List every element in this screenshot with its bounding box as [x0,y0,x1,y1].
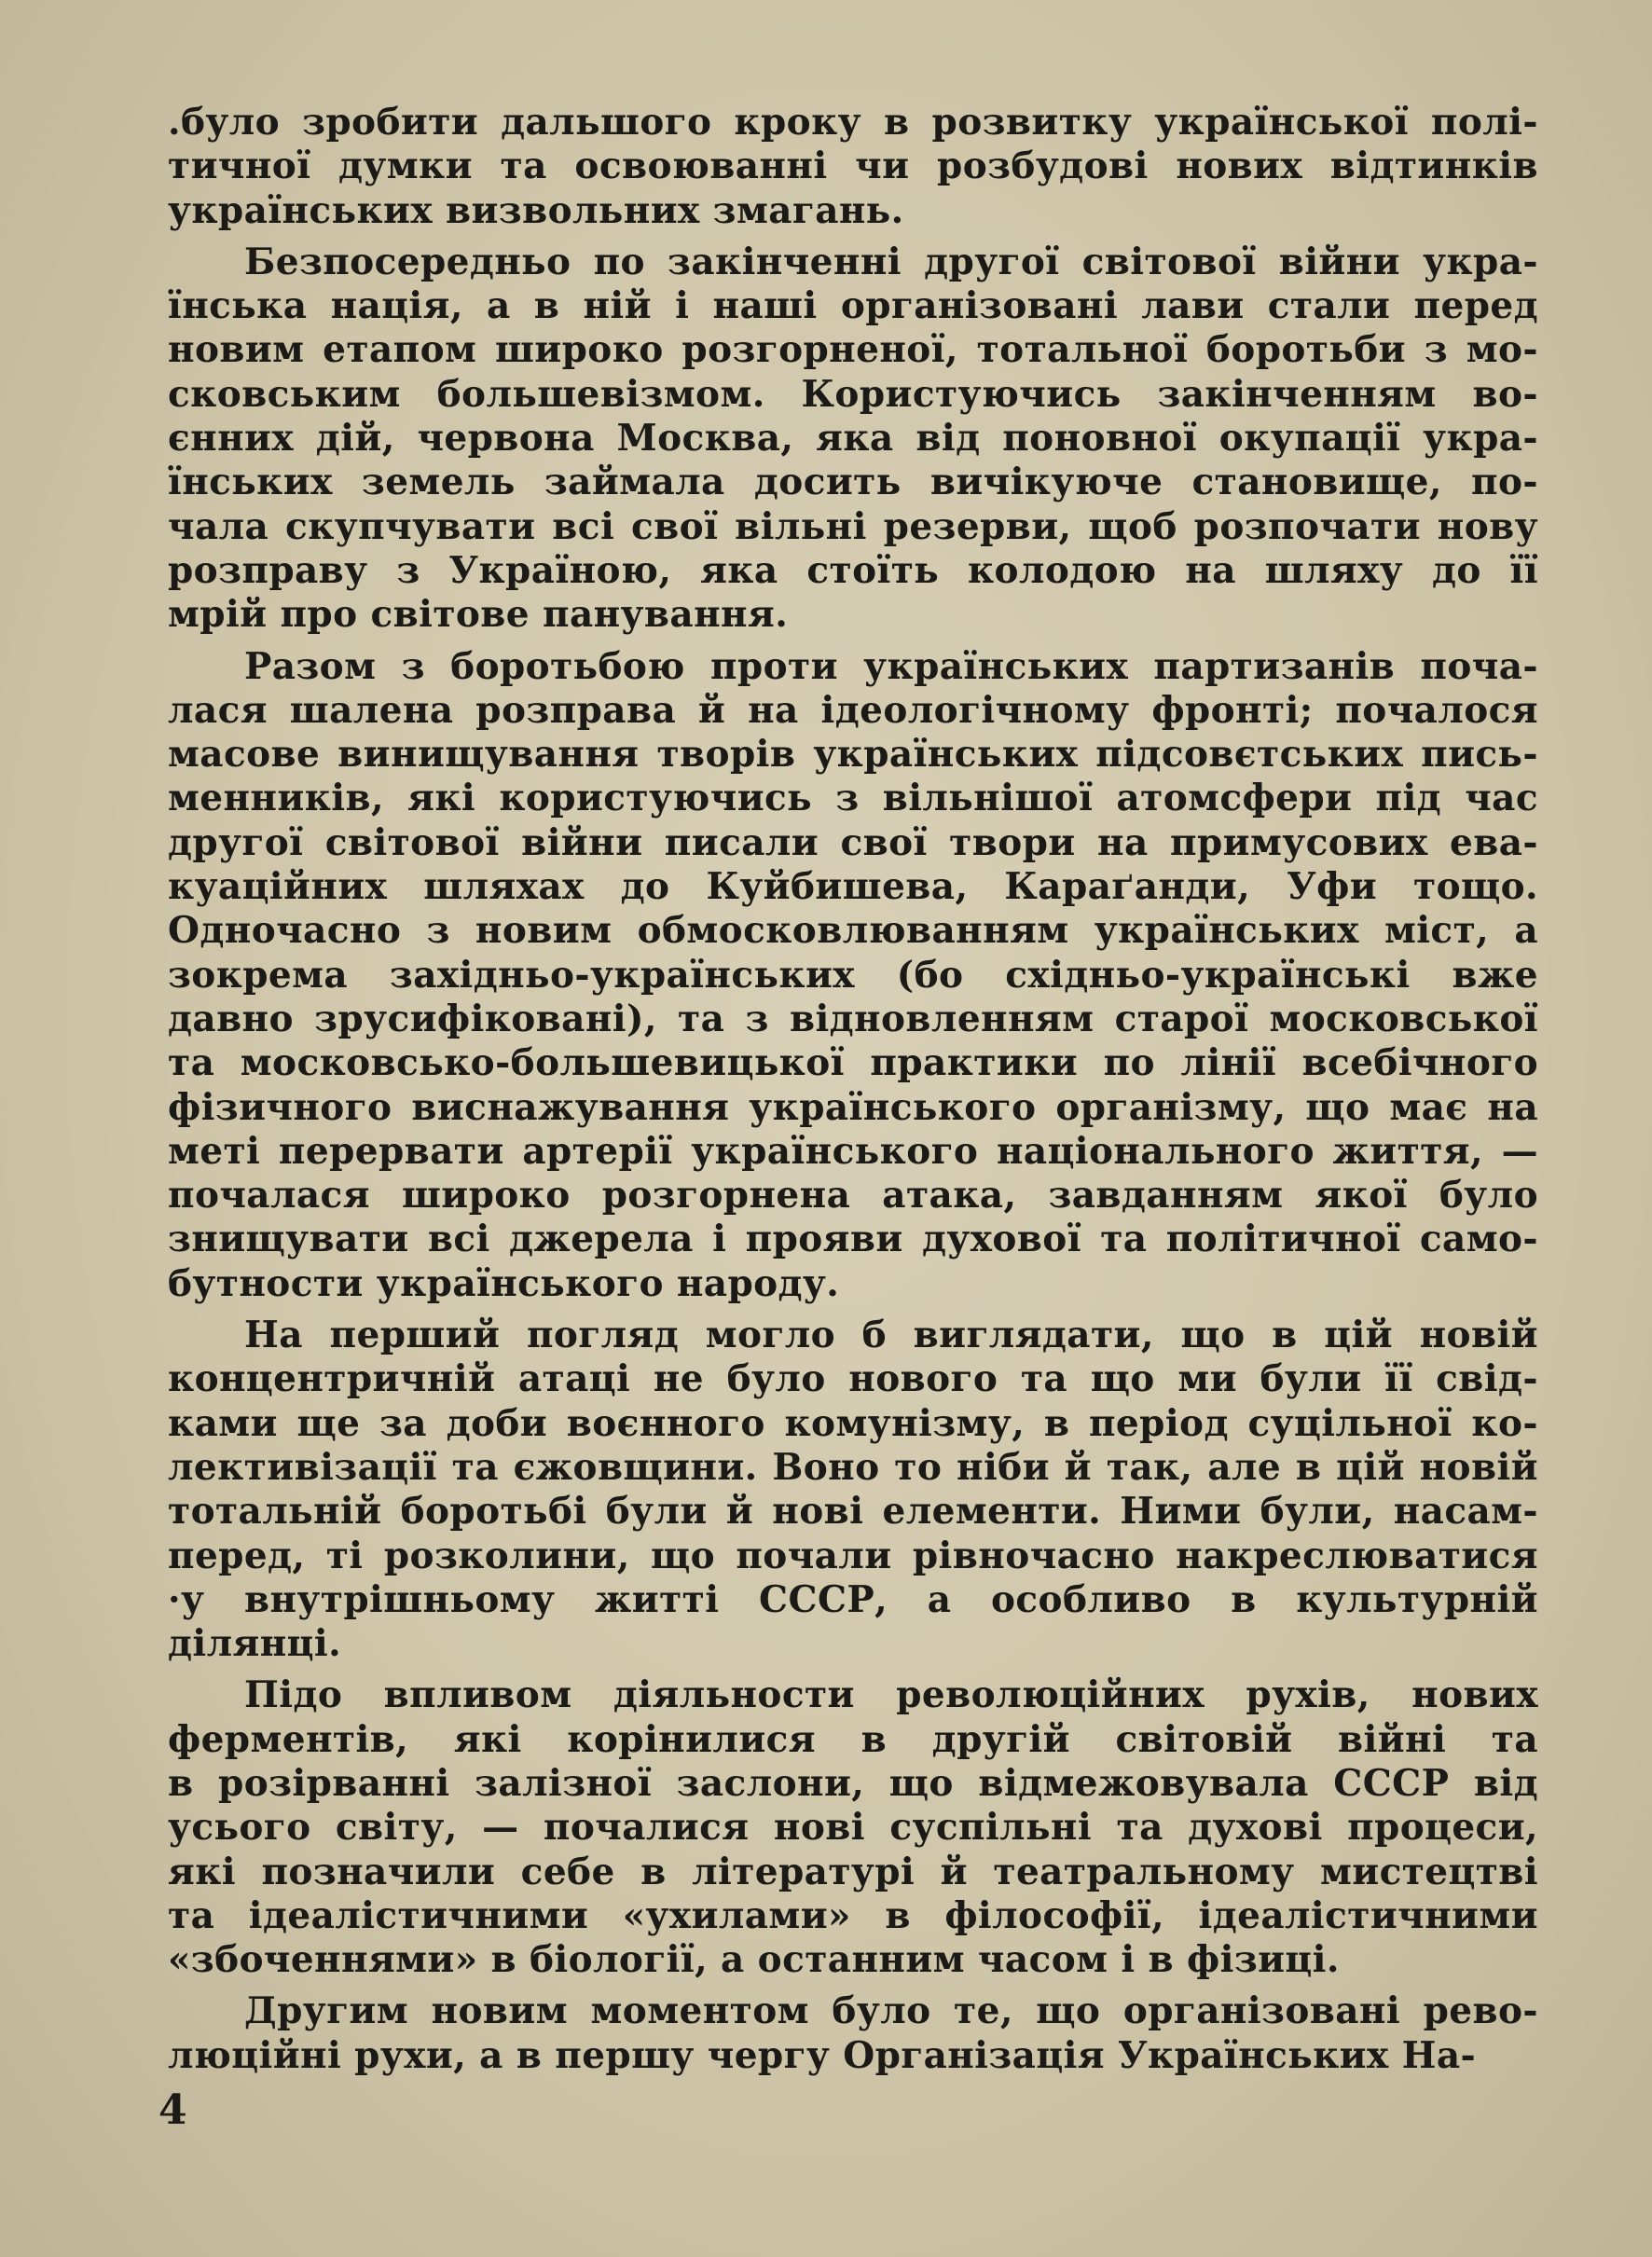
text-line: тотальній боротьбі були й нові елементи. Ними були, насам- [168,1490,1538,1534]
paragraph [168,1989,1538,2078]
text-line: сковським большевізмом. Користуючись закінченням во- [168,372,1538,416]
text-line: розправу з Україною, яка стоїть колодою на шляху до її [168,548,1538,592]
paragraph [168,645,1538,1306]
text-line: Безпосередньо по закінченні другої світової війни укра- [244,240,1538,283]
text-line: новим етапом широко розгорненої, тотальної боротьби з мо- [168,328,1538,372]
text-line: усього світу, — почалися нові суспільні та духові процеси, [168,1806,1538,1850]
paragraph [168,241,1538,638]
paragraph [168,1314,1538,1666]
text-line: давно зрусифіковані), та з відновленням старої московської [168,997,1538,1040]
text-line: знищувати всі джерела і прояви духової та політичної само- [168,1218,1538,1261]
text-line: другої світової війни писали свої твори на примусових ева- [168,820,1538,864]
text-line: Другим новим моментом було те, що організовані рево- [244,1989,1538,2033]
text-line: ферментів, які корінилися в другій світовій війні та [168,1717,1538,1761]
text-line: ками ще за доби воєнного комунізму, в період суцільної ко- [168,1401,1538,1445]
text-line: лективізації та єжовщини. Воно то ніби й так, але в цій новій [168,1445,1538,1489]
text-line: «збоченнями» в біології, а останним часом і в фізиці. [168,1938,1340,1982]
body-text [168,101,1538,2078]
text-line: їнська нація, а в ній і наші організовані лави стали перед [168,284,1538,328]
text-line: почалася широко розгорнена атака, завданням якої було [168,1174,1538,1218]
text-line: та ідеалістичними «ухилами» в філософії, ідеалістичними [168,1893,1538,1937]
text-line: люційні рухи, а в першу чергу Організація Українських На- [168,2033,1477,2077]
text-line: На перший погляд могло б виглядати, що в цій новій [244,1314,1538,1357]
text-line: концентричній атаці не було нового та що ми були її свід- [168,1357,1538,1401]
text-line: українських визвольних змагань. [168,188,904,232]
paragraph-gap [168,1306,1538,1314]
text-line: ·у внутрішньому житті СССР, а особливо в культурній [168,1577,1538,1621]
text-line: їнських земель займала досить вичікуюче становище, по- [168,461,1538,504]
text-line: лася шалена розправа й на ідеологічному фронті; почалося [168,688,1538,732]
paragraph-gap [168,233,1538,241]
text-line: менників, які користуючись з вільнішої атомсфери під час [168,777,1538,820]
paragraph [168,1673,1538,1982]
text-line: .було зробити дальшого кроку в розвитку української полі- [168,101,1538,144]
text-line: тичної думки та освоюванні чи розбудові нових відтинків [168,145,1538,188]
text-line: Підо впливом діяльности революційних рухів, нових [244,1673,1538,1717]
text-line: меті перервати артерії українського національного життя, — [168,1129,1538,1173]
text-line: зокрема західньо-українських (бо східньо-українські вже [168,953,1538,997]
paragraph-gap [168,1666,1538,1673]
paragraph-gap [168,1982,1538,1989]
text-line: Разом з боротьбою проти українських партизанів поча- [244,644,1538,688]
text-line: чала скупчувати всі свої вільні резерви, щоб розпочати нову [168,504,1538,548]
paragraph [168,101,1538,233]
text-line: мрій про світове панування. [168,593,789,637]
text-line: перед, ті розколини, що почали рівночасно накреслюватися [168,1534,1538,1577]
text-line: та московсько-большевицької практики по лінії всебічного [168,1041,1538,1085]
text-line: в розірванні залізної заслони, що відмежовувала СССР від [168,1761,1538,1805]
text-line: бутности українського народу. [168,1261,840,1305]
text-line: масове винищування творів українських підсовєтських пись- [168,733,1538,777]
text-line: фізичного виснажування українського організму, що має на [168,1085,1538,1129]
text-line: куаційних шляхах до Куйбишева, Караґанди, Уфи тощо. [168,865,1538,909]
paragraph-gap [168,638,1538,645]
page-number: 4 [158,2086,187,2134]
text-line: які позначили себе в літературі й театральному мистецтві [168,1850,1538,1893]
text-line: єнних дій, червона Москва, яка від поновної окупації укра- [168,417,1538,461]
text-line: ділянці. [168,1622,342,1666]
text-line: Одночасно з новим обмосковлюванням українських міст, а [168,909,1538,953]
